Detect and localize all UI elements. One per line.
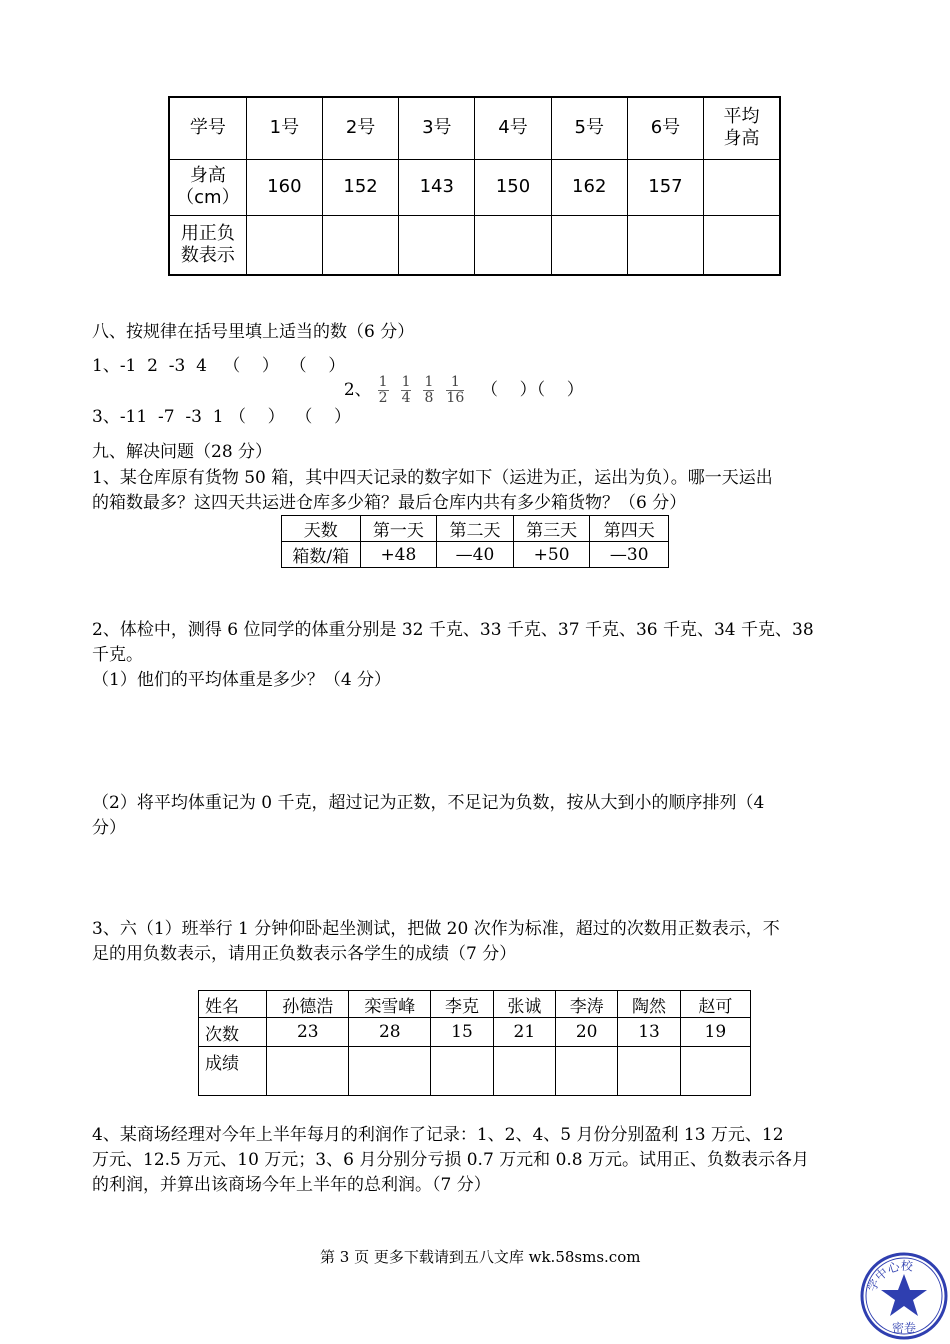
table-row xyxy=(199,1047,751,1096)
section8-q1: 1、-1 2 -3 4 （ ） （ ） xyxy=(92,356,346,376)
q2-blanks: （ ）（ ） xyxy=(481,380,584,400)
cargo-value: +50 xyxy=(513,542,590,568)
answer-cell[interactable] xyxy=(475,215,551,275)
table-row xyxy=(282,542,669,568)
problem2-sub2: 分） xyxy=(92,818,126,838)
count-cell: 13 xyxy=(618,1018,680,1047)
problem1-line: 的箱数最多？这四天共运进仓库多少箱？最后仓库内共有多少箱货物？（6 分） xyxy=(92,493,687,513)
count-cell: 20 xyxy=(556,1018,618,1047)
avg-header-line: 平均 xyxy=(723,106,760,128)
table-header-cell: 4号 xyxy=(475,97,551,159)
table-header-cell: 张诚 xyxy=(493,991,555,1018)
problem2-line: 2、体检中，测得 6 位同学的体重分别是 32 千克、33 千克、37 千克、36 千克、34 千克、38 xyxy=(92,620,814,640)
row-label-line: 数表示 xyxy=(180,244,235,266)
stamp-top-text: 学中心校 xyxy=(864,1258,914,1294)
cargo-value: —40 xyxy=(437,542,514,568)
table-header-cell: 第二天 xyxy=(437,516,514,542)
q2-prefix: 2、 xyxy=(343,380,372,400)
problem4-line: 的利润，并算出该商场今年上半年的总利润。（7 分） xyxy=(92,1175,491,1195)
problem4-line: 万元、12.5 万元、10 万元；3、6 月分别分亏损 0.7 万元和 0.8 万元。试用正、负数表示各月 xyxy=(92,1150,810,1170)
fraction xyxy=(378,375,389,406)
answer-cell[interactable] xyxy=(627,215,703,275)
fraction xyxy=(423,375,434,406)
table-header-cell: 学号 xyxy=(169,97,246,159)
row-label: 次数 xyxy=(199,1018,267,1047)
fraction-numerator: 1 xyxy=(446,375,464,391)
problem2-line: 千克。 xyxy=(92,645,143,665)
height-table xyxy=(168,96,781,276)
problem2-sub2: （2）将平均体重记为 0 千克，超过记为正数，不足记为负数，按从大到小的顺序排列（4 xyxy=(92,793,765,813)
answer-cell[interactable] xyxy=(349,1047,431,1096)
row-label-line: （cm） xyxy=(176,187,240,208)
section8-q2 xyxy=(333,350,584,406)
count-cell: 23 xyxy=(267,1018,349,1047)
row-label xyxy=(169,215,246,275)
count-cell: 28 xyxy=(349,1018,431,1047)
table-row xyxy=(169,215,780,275)
table-row xyxy=(199,1018,751,1047)
cargo-value: —30 xyxy=(590,542,669,568)
problem1-line: 1、某仓库原有货物 50 箱，其中四天记录的数字如下（运进为正，运出为负）。哪一天运出 xyxy=(92,468,773,488)
table-header-cell: 第三天 xyxy=(513,516,590,542)
section8-q3: 3、-11 -7 -3 1 （ ） （ ） xyxy=(92,407,351,427)
school-stamp-icon xyxy=(858,1248,948,1340)
table-header-cell: 陶然 xyxy=(618,991,680,1018)
table-header-cell: 栾雪峰 xyxy=(349,991,431,1018)
table-header-cell: 1号 xyxy=(246,97,322,159)
table-header-cell: 孙德浩 xyxy=(267,991,349,1018)
answer-cell[interactable] xyxy=(704,215,780,275)
table-header-cell: 天数 xyxy=(282,516,361,542)
table-row xyxy=(169,159,780,215)
table-header-cell: 姓名 xyxy=(199,991,267,1018)
cargo-table xyxy=(281,515,669,568)
fraction-denominator: 4 xyxy=(401,390,411,406)
height-cell: 150 xyxy=(475,159,551,215)
answer-cell[interactable] xyxy=(493,1047,555,1096)
height-cell: 143 xyxy=(399,159,475,215)
row-label-line: 身高 xyxy=(189,165,226,186)
table-header-cell: 5号 xyxy=(551,97,627,159)
table-header-cell: 赵可 xyxy=(680,991,750,1018)
table-header-cell: 6号 xyxy=(627,97,703,159)
problem3-line: 3、六（1）班举行 1 分钟仰卧起坐测试，把做 20 次作为标准，超过的次数用正数表示，不 xyxy=(92,919,780,939)
section9-title: 九、解决问题（28 分） xyxy=(92,442,273,462)
row-label: 箱数/箱 xyxy=(282,542,361,568)
table-header-cell: 第四天 xyxy=(590,516,669,542)
height-cell: 162 xyxy=(551,159,627,215)
count-cell: 15 xyxy=(431,1018,493,1047)
table-header-cell: 2号 xyxy=(322,97,398,159)
answer-cell[interactable] xyxy=(551,215,627,275)
problem4-line: 4、某商场经理对今年上半年每月的利润作了记录：1、2、4、5 月份分别盈利 13 万元、12 xyxy=(92,1125,784,1145)
table-header-cell: 李克 xyxy=(431,991,493,1018)
answer-cell[interactable] xyxy=(267,1047,349,1096)
answer-cell[interactable] xyxy=(431,1047,493,1096)
answer-cell[interactable] xyxy=(322,215,398,275)
fraction xyxy=(401,375,412,406)
fraction-denominator: 16 xyxy=(446,390,465,406)
row-label-line: 用正负 xyxy=(180,222,235,244)
answer-cell[interactable] xyxy=(618,1047,680,1096)
cargo-value: +48 xyxy=(360,542,437,568)
table-header-cell: 3号 xyxy=(399,97,475,159)
table-row xyxy=(169,97,780,159)
fraction-numerator: 1 xyxy=(401,374,411,390)
fraction-numerator: 1 xyxy=(378,374,388,390)
count-cell: 19 xyxy=(680,1018,750,1047)
problem2-sub1: （1）他们的平均体重是多少？（4 分） xyxy=(92,670,392,690)
avg-header-line: 身高 xyxy=(723,128,760,150)
page-footer: 第 3 页 更多下载请到五八文库 wk.58sms.com xyxy=(320,1248,641,1266)
stamp-bottom-text: 密卷 xyxy=(891,1321,917,1335)
fraction-numerator: 1 xyxy=(424,374,434,390)
table-row xyxy=(199,991,751,1018)
fraction-denominator: 8 xyxy=(424,390,434,406)
section8-title: 八、按规律在括号里填上适当的数（6 分） xyxy=(92,322,415,342)
height-cell: 160 xyxy=(246,159,322,215)
table-header-cell: 李涛 xyxy=(556,991,618,1018)
answer-cell[interactable] xyxy=(556,1047,618,1096)
count-cell: 21 xyxy=(493,1018,555,1047)
table-header-cell: 第一天 xyxy=(360,516,437,542)
answer-cell[interactable] xyxy=(704,159,780,215)
height-cell: 152 xyxy=(322,159,398,215)
situp-table xyxy=(198,990,751,1096)
table-row xyxy=(282,516,669,542)
problem3-line: 足的用负数表示，请用正负数表示各学生的成绩（7 分） xyxy=(92,944,517,964)
fraction xyxy=(446,375,464,406)
answer-cell[interactable] xyxy=(399,215,475,275)
height-cell: 157 xyxy=(627,159,703,215)
fraction-denominator: 2 xyxy=(378,390,388,406)
answer-cell[interactable] xyxy=(246,215,322,275)
row-label xyxy=(169,159,246,215)
answer-cell[interactable] xyxy=(680,1047,750,1096)
row-label: 成绩 xyxy=(199,1047,267,1096)
table-header-cell xyxy=(704,97,780,159)
